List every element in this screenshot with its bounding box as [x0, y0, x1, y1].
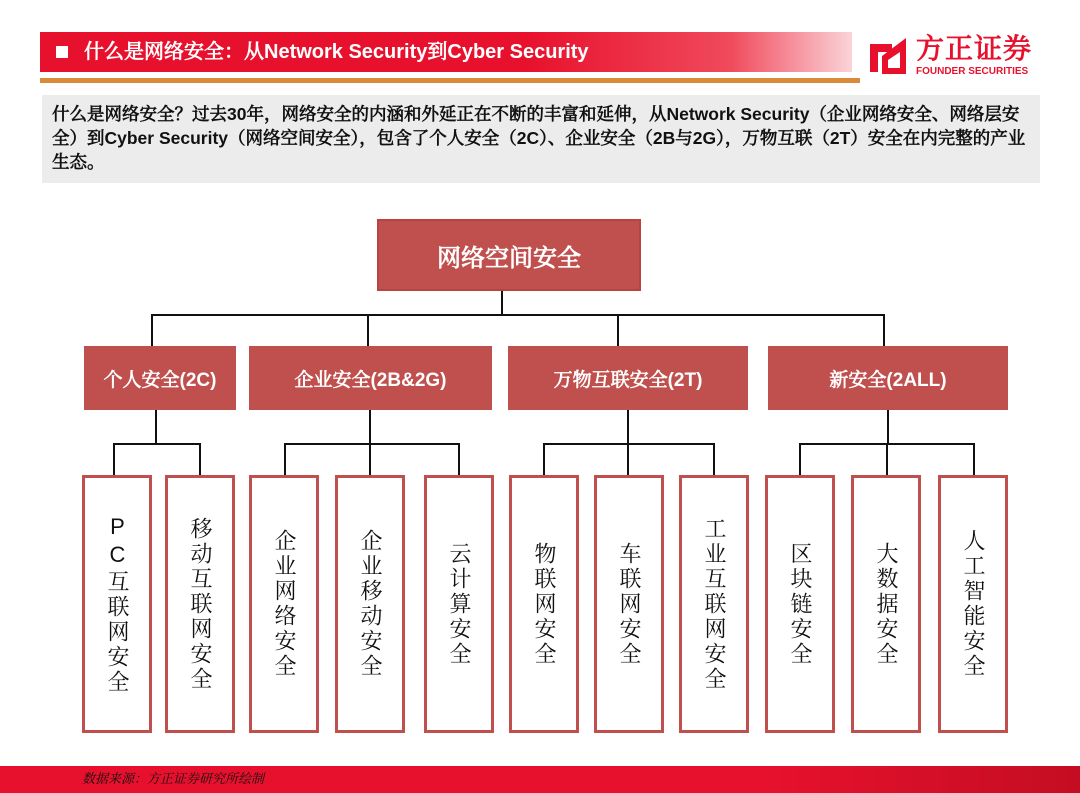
connector-line [199, 443, 201, 475]
connector-line [543, 443, 545, 475]
category-node-2all: 新安全(2ALL) [768, 346, 1008, 410]
leaf-label: PC互联网安全 [105, 513, 130, 695]
leaf-node [249, 475, 319, 733]
connector-line [887, 410, 889, 444]
footer-bar [0, 766, 1080, 793]
connector-line [113, 443, 115, 475]
leaf-label: 云计算安全 [447, 541, 472, 667]
leaf-node [594, 475, 664, 733]
leaf-label: 移动互联网安全 [188, 516, 213, 692]
logo-name-en: FOUNDER SECURITIES [916, 66, 1029, 77]
leaf-label: 企业网络安全 [272, 529, 297, 679]
source-note: 数据来源：方正证券研究所绘制 [82, 771, 265, 786]
leaf-label: 工业互联网安全 [702, 516, 727, 692]
connector-line [617, 314, 619, 346]
category-node-2t: 万物互联安全(2T) [508, 346, 748, 410]
connector-line [155, 410, 157, 444]
leaf-label: 物联网安全 [532, 541, 557, 667]
leaf-label: 车联网安全 [617, 541, 642, 667]
connector-line [973, 443, 975, 475]
connector-line [151, 314, 885, 316]
connector-line [151, 314, 153, 346]
leaf-label: 人工智能安全 [961, 529, 986, 679]
leaf-node [335, 475, 405, 733]
connector-line [367, 314, 369, 346]
leaf-node [851, 475, 921, 733]
root-node: 网络空间安全 [377, 219, 641, 291]
connector-line [113, 443, 201, 445]
connector-line [627, 410, 629, 444]
leaf-node [765, 475, 835, 733]
connector-line [627, 443, 629, 475]
leaf-label: 企业移动安全 [358, 529, 383, 679]
leaf-node [679, 475, 749, 733]
category-node-2b-2g: 企业安全(2B&2G) [249, 346, 492, 410]
page-title: 什么是网络安全：从Network Security到Cyber Security [84, 41, 589, 63]
logo-name-cn: 方正证券 [916, 33, 1033, 64]
connector-line [284, 443, 460, 445]
connector-line [799, 443, 801, 475]
leaf-node [82, 475, 152, 733]
connector-line [883, 314, 885, 346]
intro-paragraph: 什么是网络安全？过去30年，网络安全的内涵和外延正在不断的丰富和延伸，从Network Security（企业网络安全、网络层安全）到Cyber Security（网络空间安全），包含了个人安全（2C）、企业安全（2B与2G），万物互联（2T）安全在内完整的产业生态。 [42, 95, 1040, 183]
connector-line [886, 443, 888, 475]
leaf-node [165, 475, 235, 733]
connector-line [284, 443, 286, 475]
connector-line [713, 443, 715, 475]
leaf-label: 区块链安全 [788, 541, 813, 667]
connector-line [369, 410, 371, 444]
leaf-node [938, 475, 1008, 733]
category-node-2c: 个人安全(2C) [84, 346, 236, 410]
connector-line [543, 443, 715, 445]
leaf-label: 大数据安全 [874, 541, 899, 667]
connector-line [458, 443, 460, 475]
leaf-node [424, 475, 494, 733]
connector-line [369, 443, 371, 475]
leaf-node [509, 475, 579, 733]
connector-line [501, 291, 503, 316]
